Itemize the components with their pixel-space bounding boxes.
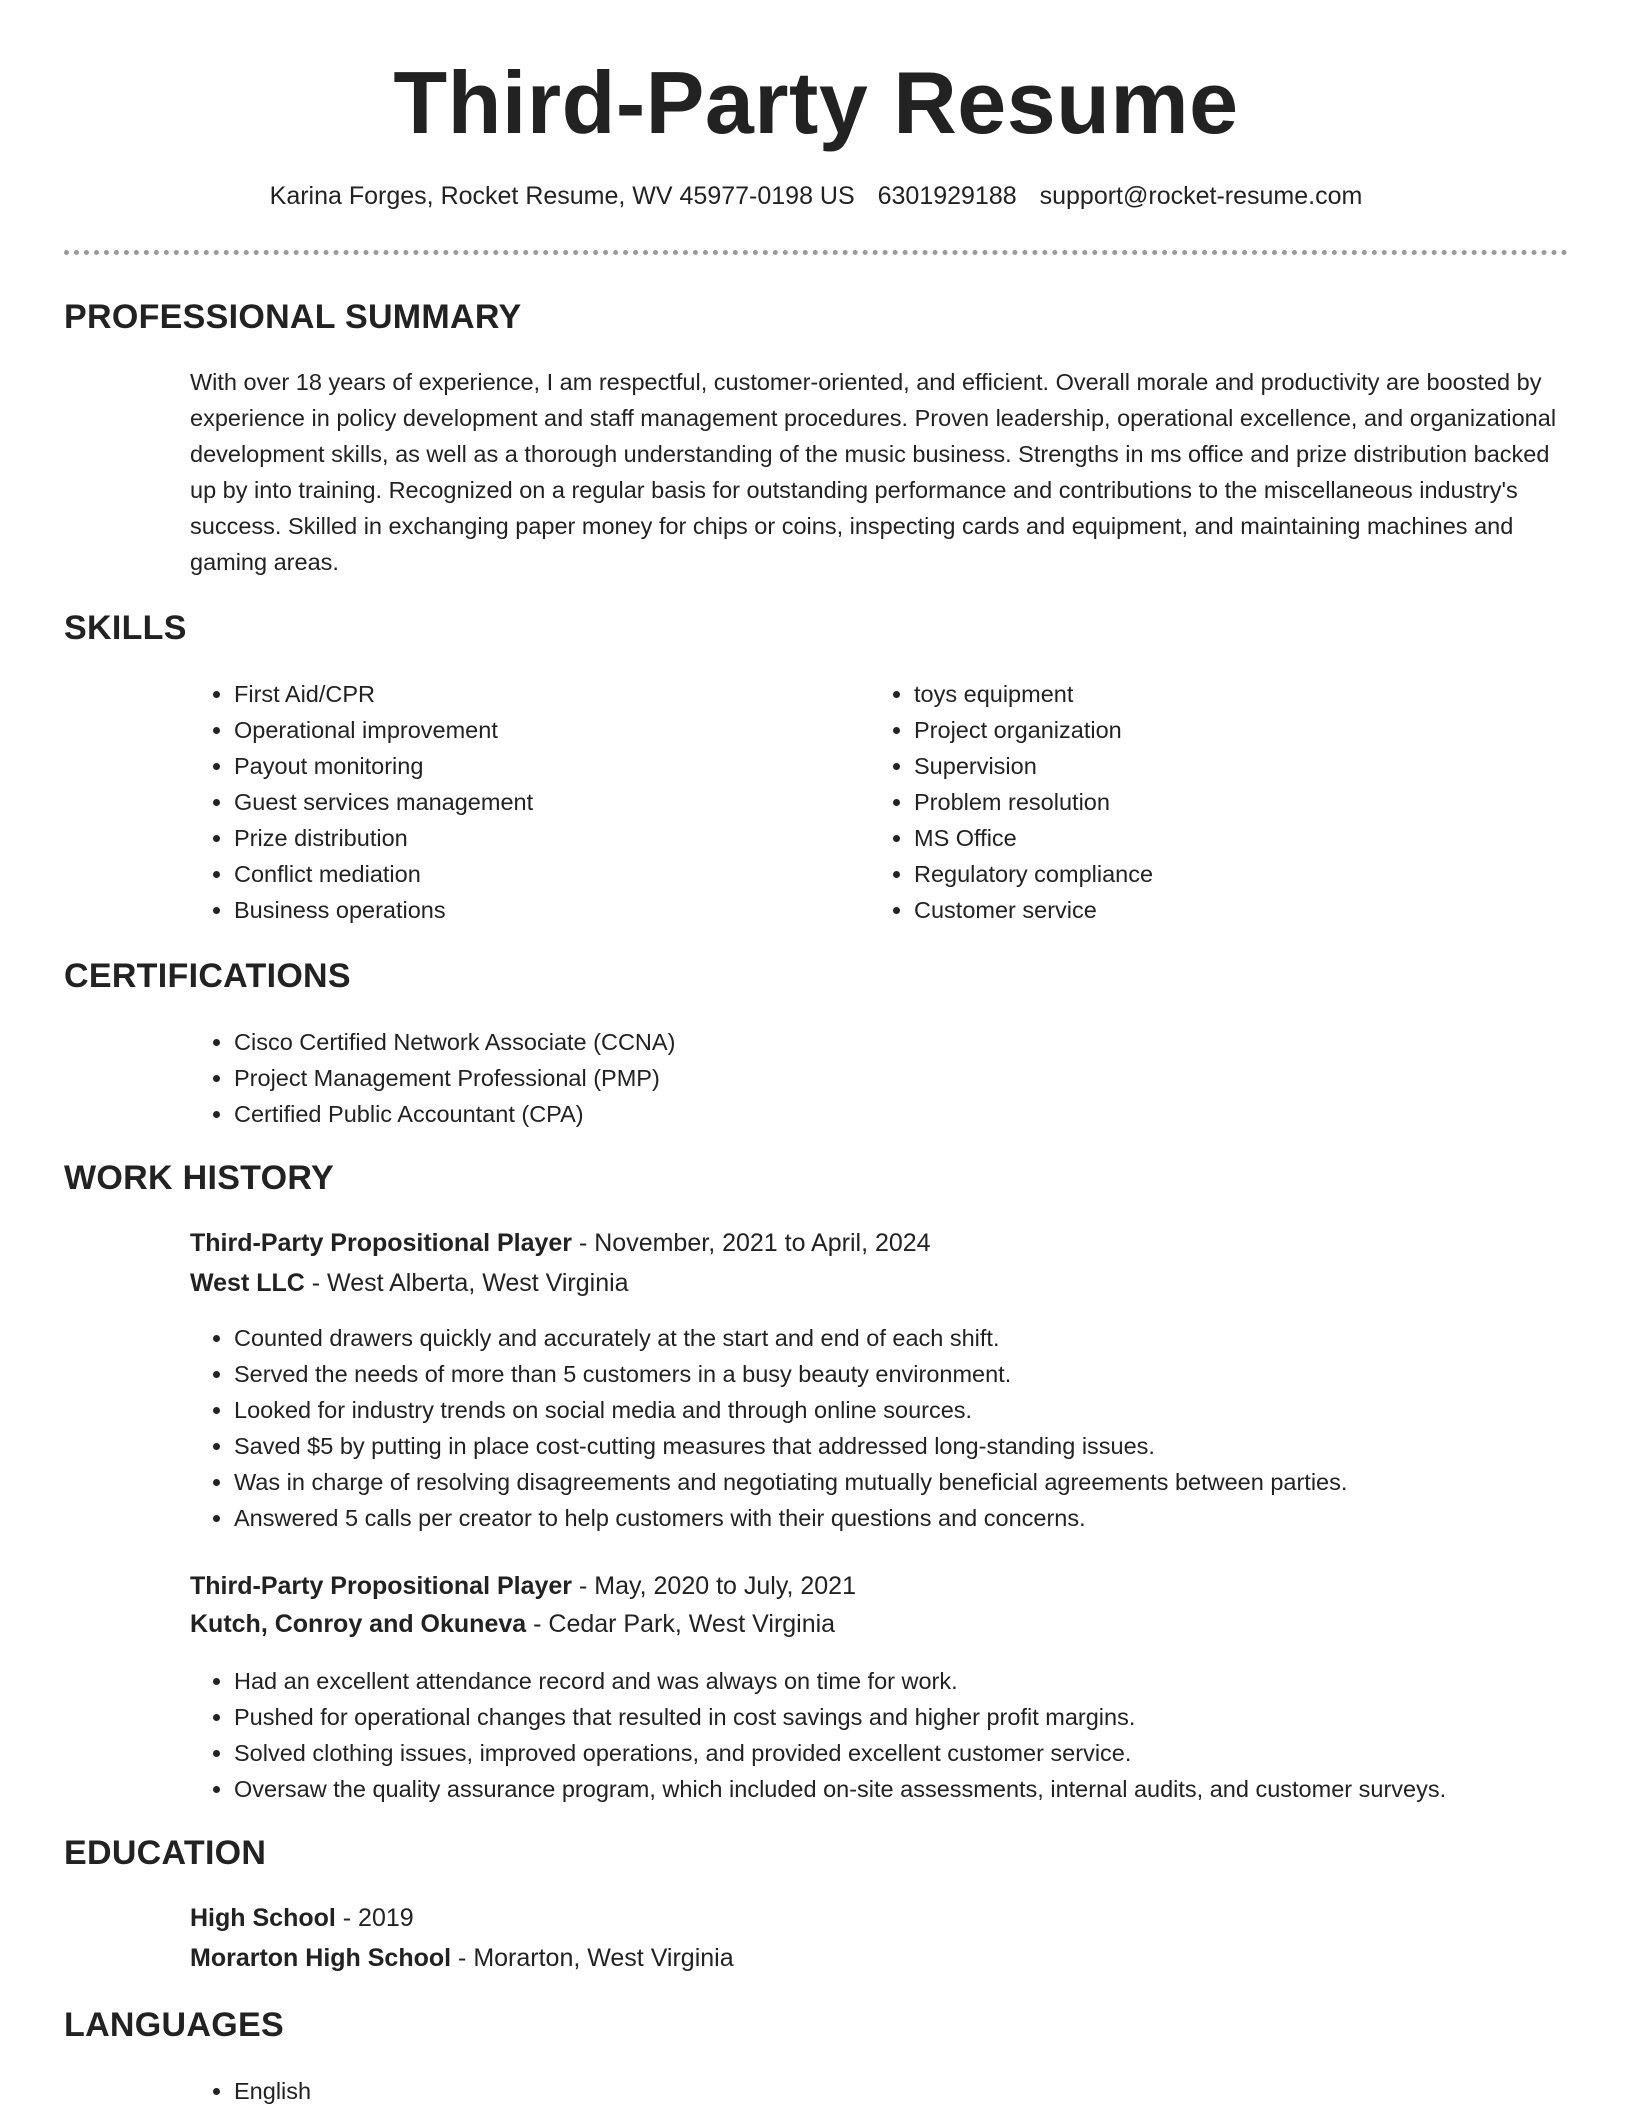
list-item: • Payout monitoring	[234, 748, 834, 784]
list-item: • Had an excellent attendance record and was always on time for work.	[234, 1663, 1612, 1699]
contact-email: support@rocket-resume.com	[1039, 182, 1363, 210]
list-item: • toys equipment	[914, 676, 1514, 712]
list-item: • Problem resolution	[914, 784, 1514, 820]
list-item: • Project organization	[914, 712, 1514, 748]
list-item: • Saved $5 by putting in place cost-cutting measures that addressed long-standing issues.	[234, 1428, 1612, 1464]
list-item: • Cisco Certified Network Associate (CCNA)	[234, 1024, 1534, 1060]
skills-list-left	[190, 676, 834, 928]
skills-heading: SKILLS	[64, 609, 187, 647]
list-item: • Conflict mediation	[234, 856, 834, 892]
list-item: • Counted drawers quickly and accurately at the start and end of each shift.	[234, 1320, 1612, 1356]
contact-address: Karina Forges, Rocket Resume, WV 45977-0198 US	[269, 182, 855, 210]
list-item: • Answered 5 calls per creator to help customers with their questions and concerns.	[234, 1500, 1612, 1536]
education-degree: High School	[190, 1904, 336, 1932]
job-bullets	[190, 1320, 1612, 1536]
job-title: Third-Party Propositional Player	[190, 1229, 573, 1257]
education-heading: EDUCATION	[64, 1834, 267, 1872]
job-location: - West Alberta, West Virginia	[304, 1269, 629, 1297]
list-item: • Project Management Professional (PMP)	[234, 1060, 1534, 1096]
job-dates: - November, 2021 to April, 2024	[572, 1229, 931, 1257]
list-item: • Guest services management	[234, 784, 834, 820]
resume-title: Third-Party Resume	[393, 53, 1239, 152]
list-item: • Oversaw the quality assurance program, which included on-site assessments, internal audits, and customer surveys.	[234, 1771, 1612, 1807]
job-title-line	[190, 1572, 856, 1601]
header-divider	[64, 250, 1568, 255]
skills-list-right	[870, 676, 1514, 928]
languages-list	[190, 2073, 1534, 2109]
list-item: • Pushed for operational changes that resulted in cost savings and higher profit margins.	[234, 1699, 1612, 1735]
education-school-line	[190, 1944, 734, 1973]
job-company-line	[190, 1610, 835, 1639]
list-item: • First Aid/CPR	[234, 676, 834, 712]
certifications-list	[190, 1024, 1534, 1132]
summary-heading: PROFESSIONAL SUMMARY	[64, 298, 522, 336]
list-item: • Solved clothing issues, improved operations, and provided excellent customer service.	[234, 1735, 1612, 1771]
education-degree-line	[190, 1904, 414, 1933]
list-item: • Prize distribution	[234, 820, 834, 856]
contact-phone: 6301929188	[877, 182, 1017, 210]
list-item: • Operational improvement	[234, 712, 834, 748]
job-company-line	[190, 1269, 629, 1298]
list-item: • English	[234, 2073, 1534, 2109]
list-item: • Certified Public Accountant (CPA)	[234, 1096, 1534, 1132]
languages-heading: LANGUAGES	[64, 2006, 284, 2044]
job-company: Kutch, Conroy and Okuneva	[190, 1610, 527, 1638]
job-title-line	[190, 1229, 931, 1258]
list-item: • Served the needs of more than 5 customers in a busy beauty environment.	[234, 1356, 1612, 1392]
education-location: - Morarton, West Virginia	[451, 1944, 734, 1972]
list-item: • Looked for industry trends on social media and through online sources.	[234, 1392, 1612, 1428]
list-item: • Customer service	[914, 892, 1514, 928]
contact-line	[64, 182, 1568, 211]
summary-text: With over 18 years of experience, I am respectful, customer-oriented, and efficient. Overall morale and productivity are boosted by experience in policy development and staff management procedures. Proven leadership, operational excellence, and organizational development skills, as well as a thorough understanding of the music business. Strengths in ms office and prize distribution backed up by into training. Recognized on a regular basis for outstanding performance and contributions to the miscellaneous industry's success. Skilled in exchanging paper money for chips or coins, inspecting cards and equipment, and maintaining machines and gaming areas.	[190, 369, 1557, 575]
education-year: - 2019	[335, 1904, 414, 1932]
job-company: West LLC	[190, 1269, 305, 1297]
list-item: • Supervision	[914, 748, 1514, 784]
job-title: Third-Party Propositional Player	[190, 1572, 573, 1600]
job-dates: - May, 2020 to July, 2021	[572, 1572, 856, 1600]
job-bullets	[190, 1663, 1612, 1807]
job-location: - Cedar Park, West Virginia	[526, 1610, 836, 1638]
certifications-heading: CERTIFICATIONS	[64, 957, 351, 995]
list-item: • MS Office	[914, 820, 1514, 856]
education-school: Morarton High School	[190, 1944, 452, 1972]
list-item: • Regulatory compliance	[914, 856, 1514, 892]
list-item: • Business operations	[234, 892, 834, 928]
list-item: • Was in charge of resolving disagreements and negotiating mutually beneficial agreements between parties.	[234, 1464, 1612, 1500]
work-history-heading: WORK HISTORY	[64, 1159, 334, 1197]
